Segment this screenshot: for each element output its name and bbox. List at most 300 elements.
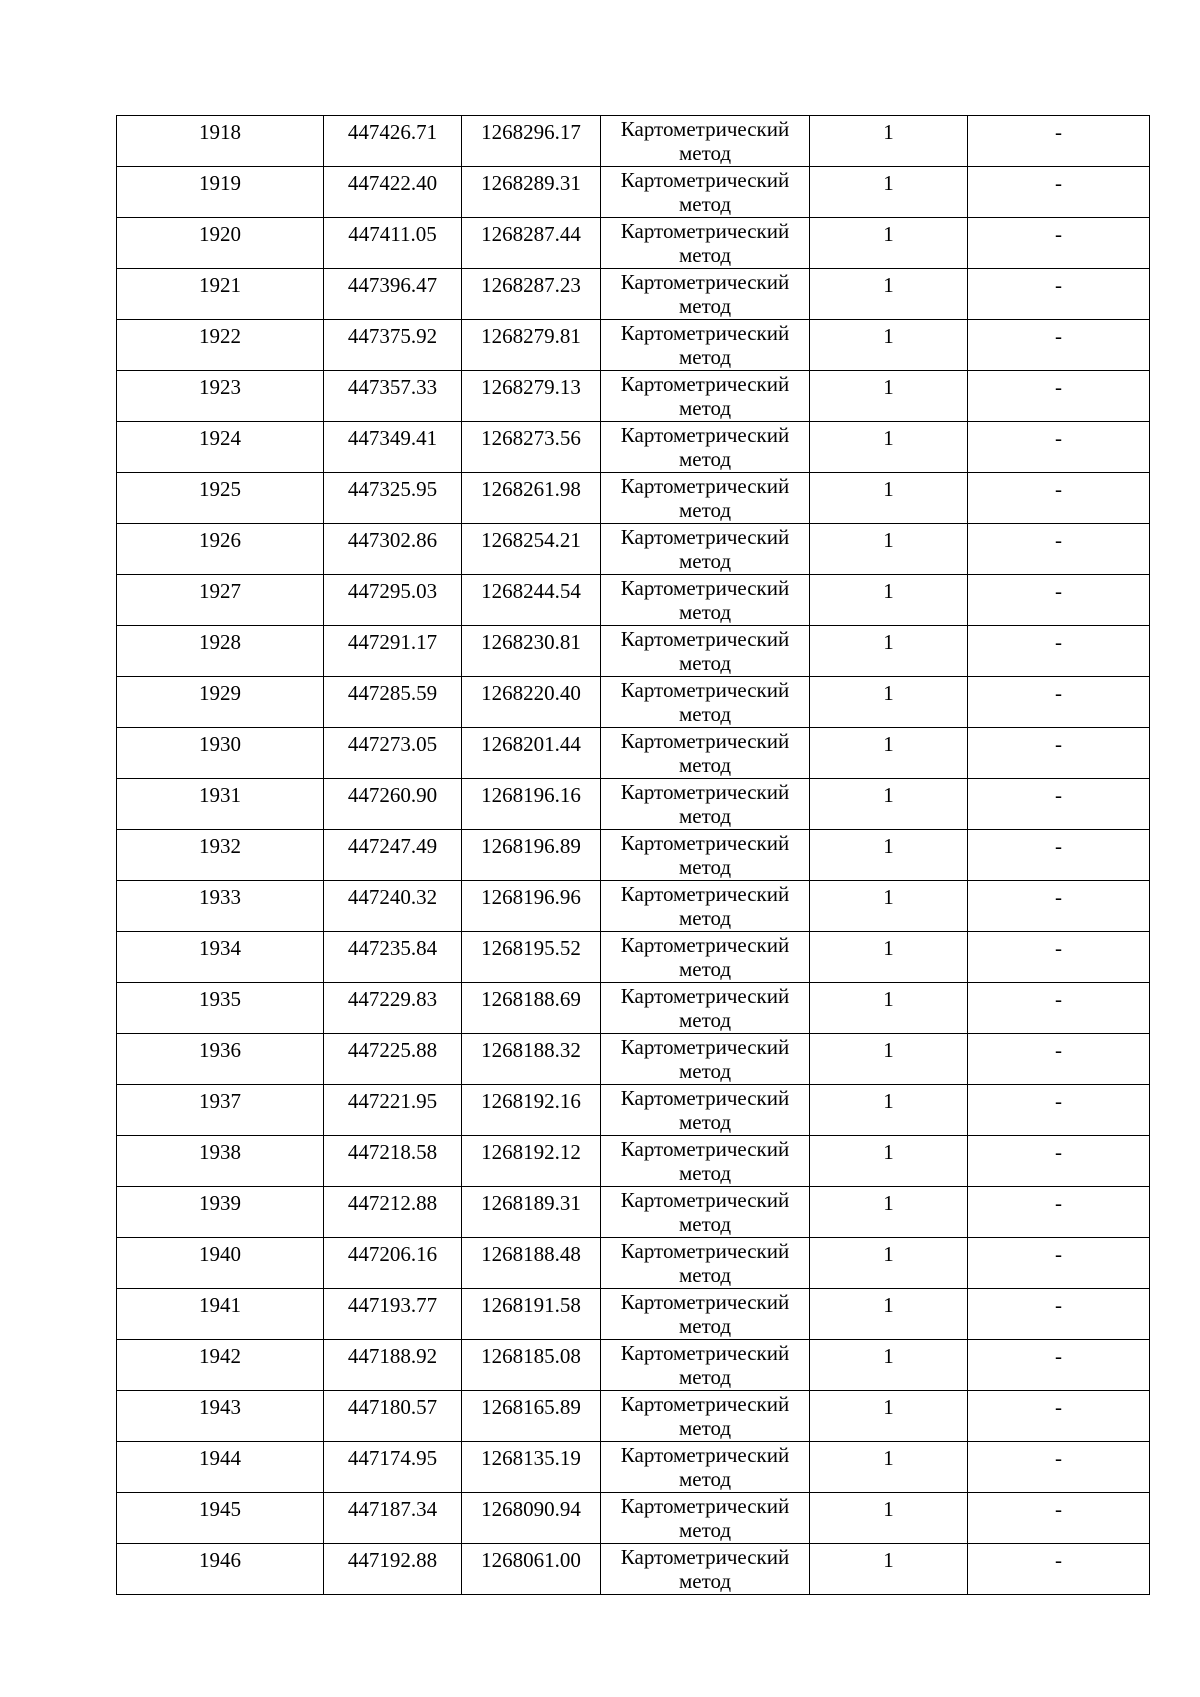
x-coordinate-cell — [324, 218, 462, 269]
point-number-cell — [117, 1034, 324, 1085]
method-cell — [601, 881, 810, 932]
method-cell — [601, 830, 810, 881]
y-coordinate-cell-text: 1268196.16 — [481, 783, 581, 807]
y-coordinate-cell — [462, 1034, 601, 1085]
coordinates-table — [116, 115, 1150, 1595]
y-coordinate-cell-text: 1268261.98 — [481, 477, 581, 501]
note-cell — [968, 1238, 1150, 1289]
method-cell-text: Картометрический метод — [620, 1494, 790, 1542]
x-coordinate-cell — [324, 1289, 462, 1340]
x-coordinate-cell — [324, 932, 462, 983]
point-number-cell — [117, 830, 324, 881]
note-cell — [968, 473, 1150, 524]
accuracy-cell — [810, 320, 968, 371]
x-coordinate-cell — [324, 1238, 462, 1289]
y-coordinate-cell — [462, 1391, 601, 1442]
method-cell-text: Картометрический метод — [620, 1443, 790, 1491]
table-row — [117, 1493, 1150, 1544]
point-number-cell — [117, 626, 324, 677]
accuracy-cell-text: 1 — [883, 426, 894, 450]
note-cell-text: - — [1055, 528, 1062, 552]
point-number-cell-text: 1930 — [199, 732, 241, 756]
table-row — [117, 116, 1150, 167]
point-number-cell-text: 1924 — [199, 426, 241, 450]
note-cell — [968, 1085, 1150, 1136]
point-number-cell-text: 1928 — [199, 630, 241, 654]
x-coordinate-cell-text: 447357.33 — [347, 375, 438, 399]
note-cell-text: - — [1055, 630, 1062, 654]
method-cell-text: Картометрический метод — [620, 1290, 790, 1338]
point-number-cell-text: 1920 — [199, 222, 241, 246]
method-cell — [601, 1442, 810, 1493]
accuracy-cell — [810, 269, 968, 320]
x-coordinate-cell — [324, 473, 462, 524]
y-coordinate-cell — [462, 1238, 601, 1289]
table-row — [117, 1391, 1150, 1442]
point-number-cell — [117, 371, 324, 422]
x-coordinate-cell — [324, 779, 462, 830]
y-coordinate-cell-text: 1268287.23 — [481, 273, 581, 297]
x-coordinate-cell-text: 447260.90 — [347, 783, 438, 807]
method-cell-text: Картометрический метод — [620, 831, 790, 879]
y-coordinate-cell — [462, 932, 601, 983]
accuracy-cell-text: 1 — [883, 1293, 894, 1317]
point-number-cell-text: 1925 — [199, 477, 241, 501]
x-coordinate-cell — [324, 1034, 462, 1085]
y-coordinate-cell-text: 1268254.21 — [481, 528, 581, 552]
y-coordinate-cell-text: 1268230.81 — [481, 630, 581, 654]
y-coordinate-cell-text: 1268196.89 — [481, 834, 581, 858]
y-coordinate-cell-text: 1268135.19 — [481, 1446, 581, 1470]
y-coordinate-cell — [462, 1493, 601, 1544]
point-number-cell — [117, 881, 324, 932]
x-coordinate-cell-text: 447291.17 — [347, 630, 438, 654]
accuracy-cell-text: 1 — [883, 375, 894, 399]
method-cell-text: Картометрический метод — [620, 525, 790, 573]
point-number-cell-text: 1931 — [199, 783, 241, 807]
accuracy-cell-text: 1 — [883, 477, 894, 501]
x-coordinate-cell-text: 447188.92 — [347, 1344, 438, 1368]
method-cell — [601, 1187, 810, 1238]
y-coordinate-cell — [462, 167, 601, 218]
method-cell-text: Картометрический метод — [620, 729, 790, 777]
point-number-cell-text: 1923 — [199, 375, 241, 399]
table-row — [117, 1340, 1150, 1391]
accuracy-cell — [810, 881, 968, 932]
method-cell-text: Картометрический метод — [620, 1239, 790, 1287]
method-cell-text: Картометрический метод — [620, 1341, 790, 1389]
point-number-cell — [117, 575, 324, 626]
note-cell-text: - — [1055, 1446, 1062, 1470]
accuracy-cell — [810, 575, 968, 626]
point-number-cell-text: 1921 — [199, 273, 241, 297]
note-cell-text: - — [1055, 1293, 1062, 1317]
method-cell — [601, 269, 810, 320]
method-cell-text: Картометрический метод — [620, 576, 790, 624]
x-coordinate-cell-text: 447285.59 — [347, 681, 438, 705]
point-number-cell-text: 1944 — [199, 1446, 241, 1470]
method-cell — [601, 1544, 810, 1595]
note-cell-text: - — [1055, 732, 1062, 756]
point-number-cell-text: 1940 — [199, 1242, 241, 1266]
point-number-cell — [117, 932, 324, 983]
point-number-cell — [117, 779, 324, 830]
note-cell — [968, 1391, 1150, 1442]
y-coordinate-cell-text: 1268289.31 — [481, 171, 581, 195]
y-coordinate-cell — [462, 1085, 601, 1136]
method-cell-text: Картометрический метод — [620, 780, 790, 828]
method-cell — [601, 1340, 810, 1391]
note-cell-text: - — [1055, 120, 1062, 144]
point-number-cell-text: 1927 — [199, 579, 241, 603]
accuracy-cell — [810, 932, 968, 983]
accuracy-cell — [810, 626, 968, 677]
x-coordinate-cell-text: 447349.41 — [347, 426, 438, 450]
accuracy-cell-text: 1 — [883, 171, 894, 195]
accuracy-cell-text: 1 — [883, 120, 894, 144]
method-cell-text: Картометрический метод — [620, 270, 790, 318]
accuracy-cell-text: 1 — [883, 1446, 894, 1470]
table-row — [117, 1085, 1150, 1136]
method-cell-text: Картометрический метод — [620, 474, 790, 522]
table-row — [117, 1136, 1150, 1187]
x-coordinate-cell-text: 447218.58 — [347, 1140, 438, 1164]
y-coordinate-cell — [462, 779, 601, 830]
note-cell — [968, 1442, 1150, 1493]
accuracy-cell — [810, 1034, 968, 1085]
method-cell-text: Картометрический метод — [620, 168, 790, 216]
y-coordinate-cell-text: 1268188.69 — [481, 987, 581, 1011]
x-coordinate-cell — [324, 320, 462, 371]
y-coordinate-cell-text: 1268196.96 — [481, 885, 581, 909]
method-cell-text: Картометрический метод — [620, 882, 790, 930]
point-number-cell — [117, 728, 324, 779]
y-coordinate-cell-text: 1268191.58 — [481, 1293, 581, 1317]
note-cell-text: - — [1055, 987, 1062, 1011]
y-coordinate-cell-text: 1268192.12 — [481, 1140, 581, 1164]
x-coordinate-cell — [324, 983, 462, 1034]
point-number-cell-text: 1936 — [199, 1038, 241, 1062]
point-number-cell — [117, 269, 324, 320]
table-row — [117, 320, 1150, 371]
method-cell — [601, 524, 810, 575]
note-cell — [968, 728, 1150, 779]
accuracy-cell — [810, 1442, 968, 1493]
note-cell-text: - — [1055, 324, 1062, 348]
y-coordinate-cell-text: 1268061.00 — [481, 1548, 581, 1572]
accuracy-cell — [810, 1340, 968, 1391]
x-coordinate-cell — [324, 167, 462, 218]
method-cell — [601, 1391, 810, 1442]
x-coordinate-cell — [324, 881, 462, 932]
note-cell — [968, 830, 1150, 881]
x-coordinate-cell — [324, 1391, 462, 1442]
y-coordinate-cell-text: 1268188.32 — [481, 1038, 581, 1062]
y-coordinate-cell — [462, 218, 601, 269]
note-cell-text: - — [1055, 1089, 1062, 1113]
point-number-cell — [117, 116, 324, 167]
accuracy-cell — [810, 1493, 968, 1544]
point-number-cell-text: 1919 — [199, 171, 241, 195]
y-coordinate-cell-text: 1268165.89 — [481, 1395, 581, 1419]
y-coordinate-cell — [462, 1289, 601, 1340]
y-coordinate-cell-text: 1268279.13 — [481, 375, 581, 399]
method-cell — [601, 779, 810, 830]
accuracy-cell — [810, 1544, 968, 1595]
y-coordinate-cell-text: 1268220.40 — [481, 681, 581, 705]
y-coordinate-cell-text: 1268090.94 — [481, 1497, 581, 1521]
note-cell — [968, 422, 1150, 473]
y-coordinate-cell — [462, 626, 601, 677]
method-cell-text: Картометрический метод — [620, 678, 790, 726]
point-number-cell — [117, 167, 324, 218]
method-cell — [601, 167, 810, 218]
note-cell — [968, 626, 1150, 677]
x-coordinate-cell-text: 447295.03 — [347, 579, 438, 603]
point-number-cell — [117, 1544, 324, 1595]
y-coordinate-cell — [462, 116, 601, 167]
accuracy-cell — [810, 728, 968, 779]
y-coordinate-cell — [462, 1442, 601, 1493]
point-number-cell-text: 1926 — [199, 528, 241, 552]
accuracy-cell — [810, 167, 968, 218]
accuracy-cell — [810, 677, 968, 728]
note-cell-text: - — [1055, 1344, 1062, 1368]
x-coordinate-cell-text: 447193.77 — [347, 1293, 438, 1317]
x-coordinate-cell — [324, 1136, 462, 1187]
accuracy-cell-text: 1 — [883, 987, 894, 1011]
point-number-cell-text: 1938 — [199, 1140, 241, 1164]
table-row — [117, 830, 1150, 881]
y-coordinate-cell — [462, 524, 601, 575]
accuracy-cell-text: 1 — [883, 732, 894, 756]
accuracy-cell — [810, 830, 968, 881]
method-cell — [601, 932, 810, 983]
method-cell — [601, 1136, 810, 1187]
x-coordinate-cell-text: 447375.92 — [347, 324, 438, 348]
accuracy-cell-text: 1 — [883, 1089, 894, 1113]
note-cell-text: - — [1055, 222, 1062, 246]
note-cell — [968, 524, 1150, 575]
accuracy-cell — [810, 116, 968, 167]
table-row — [117, 1289, 1150, 1340]
method-cell — [601, 1493, 810, 1544]
x-coordinate-cell-text: 447206.16 — [347, 1242, 438, 1266]
method-cell — [601, 422, 810, 473]
note-cell-text: - — [1055, 375, 1062, 399]
accuracy-cell-text: 1 — [883, 1395, 894, 1419]
point-number-cell — [117, 218, 324, 269]
method-cell-text: Картометрический метод — [620, 1137, 790, 1185]
y-coordinate-cell — [462, 1187, 601, 1238]
accuracy-cell-text: 1 — [883, 324, 894, 348]
x-coordinate-cell-text: 447426.71 — [347, 120, 438, 144]
point-number-cell-text: 1945 — [199, 1497, 241, 1521]
table-row — [117, 167, 1150, 218]
accuracy-cell — [810, 422, 968, 473]
point-number-cell — [117, 1187, 324, 1238]
table-row — [117, 728, 1150, 779]
method-cell-text: Картометрический метод — [620, 1086, 790, 1134]
table-row — [117, 1238, 1150, 1289]
note-cell-text: - — [1055, 477, 1062, 501]
x-coordinate-cell — [324, 422, 462, 473]
y-coordinate-cell — [462, 728, 601, 779]
point-number-cell-text: 1943 — [199, 1395, 241, 1419]
x-coordinate-cell-text: 447192.88 — [347, 1548, 438, 1572]
point-number-cell-text: 1942 — [199, 1344, 241, 1368]
accuracy-cell-text: 1 — [883, 681, 894, 705]
method-cell — [601, 677, 810, 728]
note-cell — [968, 116, 1150, 167]
table-row — [117, 422, 1150, 473]
accuracy-cell — [810, 1136, 968, 1187]
y-coordinate-cell-text: 1268189.31 — [481, 1191, 581, 1215]
note-cell — [968, 269, 1150, 320]
method-cell-text: Картометрический метод — [620, 321, 790, 369]
y-coordinate-cell — [462, 677, 601, 728]
y-coordinate-cell — [462, 1340, 601, 1391]
point-number-cell — [117, 1340, 324, 1391]
method-cell-text: Картометрический метод — [620, 219, 790, 267]
method-cell — [601, 728, 810, 779]
note-cell-text: - — [1055, 885, 1062, 909]
accuracy-cell-text: 1 — [883, 273, 894, 297]
y-coordinate-cell — [462, 983, 601, 1034]
point-number-cell-text: 1939 — [199, 1191, 241, 1215]
table-row — [117, 371, 1150, 422]
accuracy-cell — [810, 1289, 968, 1340]
x-coordinate-cell-text: 447225.88 — [347, 1038, 438, 1062]
y-coordinate-cell-text: 1268273.56 — [481, 426, 581, 450]
note-cell-text: - — [1055, 273, 1062, 297]
accuracy-cell-text: 1 — [883, 1038, 894, 1062]
note-cell-text: - — [1055, 171, 1062, 195]
x-coordinate-cell-text: 447302.86 — [347, 528, 438, 552]
accuracy-cell-text: 1 — [883, 222, 894, 246]
point-number-cell — [117, 524, 324, 575]
note-cell — [968, 1340, 1150, 1391]
table-row — [117, 1544, 1150, 1595]
point-number-cell-text: 1946 — [199, 1548, 241, 1572]
note-cell — [968, 881, 1150, 932]
method-cell-text: Картометрический метод — [620, 1188, 790, 1236]
accuracy-cell-text: 1 — [883, 885, 894, 909]
note-cell — [968, 575, 1150, 626]
x-coordinate-cell-text: 447273.05 — [347, 732, 438, 756]
accuracy-cell — [810, 473, 968, 524]
accuracy-cell-text: 1 — [883, 1242, 894, 1266]
x-coordinate-cell — [324, 1493, 462, 1544]
method-cell — [601, 371, 810, 422]
x-coordinate-cell — [324, 116, 462, 167]
method-cell — [601, 1238, 810, 1289]
y-coordinate-cell-text: 1268188.48 — [481, 1242, 581, 1266]
point-number-cell — [117, 320, 324, 371]
x-coordinate-cell — [324, 830, 462, 881]
point-number-cell — [117, 1493, 324, 1544]
point-number-cell — [117, 1136, 324, 1187]
x-coordinate-cell-text: 447422.40 — [347, 171, 438, 195]
note-cell — [968, 779, 1150, 830]
table-row — [117, 1187, 1150, 1238]
accuracy-cell-text: 1 — [883, 1140, 894, 1164]
note-cell — [968, 1289, 1150, 1340]
method-cell — [601, 1289, 810, 1340]
y-coordinate-cell — [462, 881, 601, 932]
table-row — [117, 218, 1150, 269]
method-cell-text: Картометрический метод — [620, 1545, 790, 1593]
accuracy-cell-text: 1 — [883, 1497, 894, 1521]
x-coordinate-cell — [324, 1340, 462, 1391]
note-cell-text: - — [1055, 1191, 1062, 1215]
method-cell — [601, 1034, 810, 1085]
x-coordinate-cell — [324, 1187, 462, 1238]
accuracy-cell — [810, 779, 968, 830]
note-cell — [968, 218, 1150, 269]
y-coordinate-cell-text: 1268185.08 — [481, 1344, 581, 1368]
note-cell-text: - — [1055, 579, 1062, 603]
method-cell-text: Картометрический метод — [620, 372, 790, 420]
table-row — [117, 524, 1150, 575]
y-coordinate-cell — [462, 830, 601, 881]
y-coordinate-cell — [462, 473, 601, 524]
x-coordinate-cell — [324, 371, 462, 422]
accuracy-cell-text: 1 — [883, 936, 894, 960]
method-cell-text: Картометрический метод — [620, 933, 790, 981]
point-number-cell — [117, 1085, 324, 1136]
accuracy-cell — [810, 524, 968, 575]
accuracy-cell-text: 1 — [883, 1191, 894, 1215]
x-coordinate-cell — [324, 626, 462, 677]
y-coordinate-cell-text: 1268279.81 — [481, 324, 581, 348]
accuracy-cell — [810, 983, 968, 1034]
method-cell — [601, 1085, 810, 1136]
table-row — [117, 1442, 1150, 1493]
note-cell — [968, 1544, 1150, 1595]
note-cell-text: - — [1055, 1548, 1062, 1572]
table-row — [117, 677, 1150, 728]
note-cell-text: - — [1055, 834, 1062, 858]
method-cell — [601, 320, 810, 371]
accuracy-cell-text: 1 — [883, 630, 894, 654]
note-cell — [968, 983, 1150, 1034]
note-cell — [968, 1136, 1150, 1187]
accuracy-cell — [810, 1187, 968, 1238]
y-coordinate-cell — [462, 575, 601, 626]
method-cell-text: Картометрический метод — [620, 117, 790, 165]
point-number-cell-text: 1929 — [199, 681, 241, 705]
method-cell-text: Картометрический метод — [620, 1392, 790, 1440]
x-coordinate-cell-text: 447325.95 — [347, 477, 438, 501]
method-cell — [601, 626, 810, 677]
method-cell — [601, 473, 810, 524]
x-coordinate-cell — [324, 677, 462, 728]
point-number-cell — [117, 1391, 324, 1442]
point-number-cell-text: 1922 — [199, 324, 241, 348]
note-cell-text: - — [1055, 936, 1062, 960]
accuracy-cell — [810, 371, 968, 422]
accuracy-cell — [810, 1085, 968, 1136]
method-cell-text: Картометрический метод — [620, 1035, 790, 1083]
point-number-cell-text: 1934 — [199, 936, 241, 960]
y-coordinate-cell-text: 1268195.52 — [481, 936, 581, 960]
table-row — [117, 779, 1150, 830]
note-cell-text: - — [1055, 1140, 1062, 1164]
table-row — [117, 881, 1150, 932]
method-cell — [601, 983, 810, 1034]
note-cell — [968, 677, 1150, 728]
